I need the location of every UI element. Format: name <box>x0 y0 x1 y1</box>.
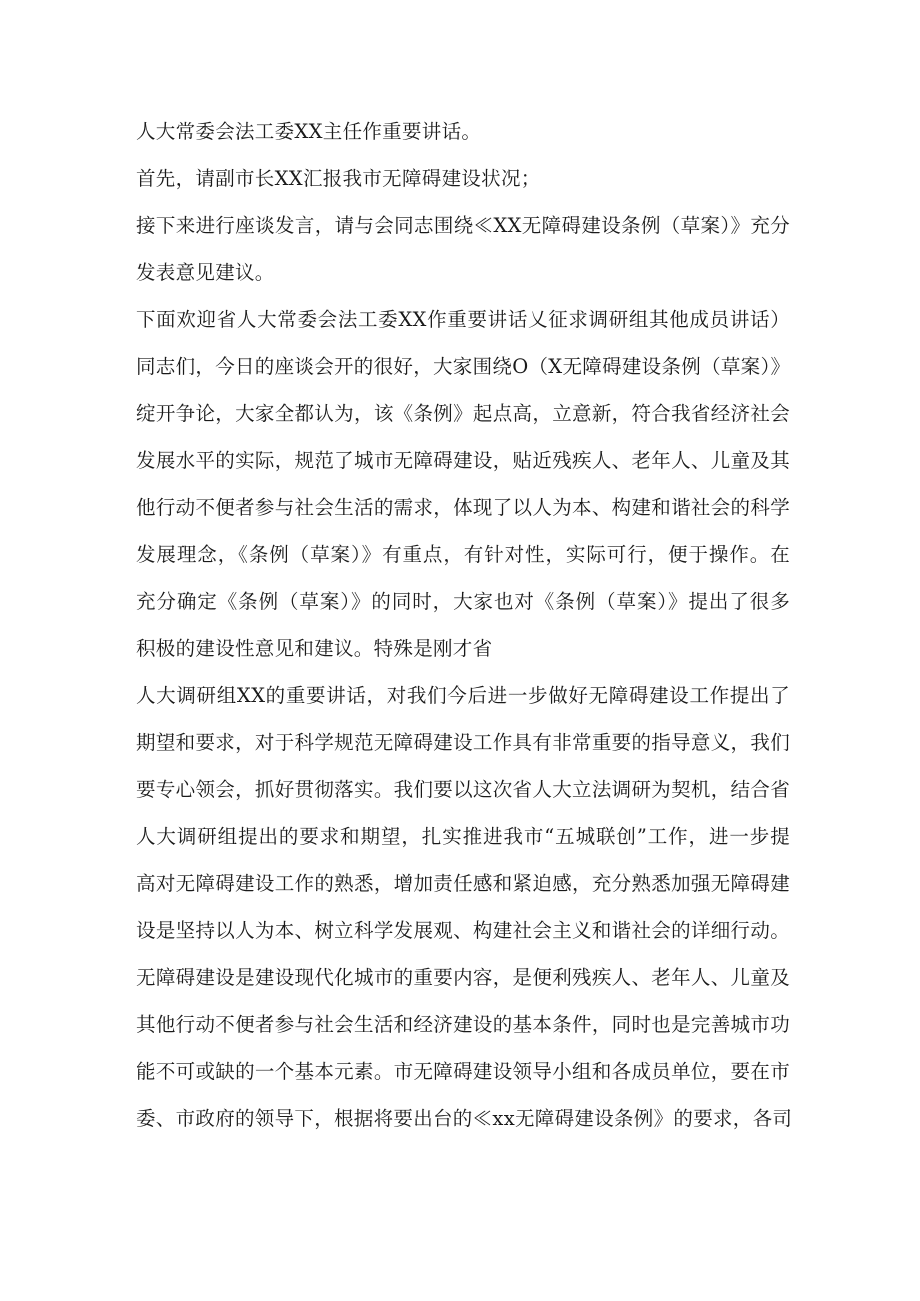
text-line-14: 期望和要求，对于科学规范无障碍建设工作具有非常重要的指导意义，我们 <box>136 731 790 754</box>
text-line-19: 无障碍建设是建设现代化城市的重要内容，是便利残疾人、老年人、儿童及 <box>136 966 790 989</box>
text-line-1: 人大常委会法工委XX主任作重要讲话。 <box>136 120 482 143</box>
text-line-3: 接下来进行座谈发言，请与会同志围绕≪XX无障碍建设条例（草案）》充分 <box>136 214 790 237</box>
text-line-13: 人大调研组XX的重要讲话，对我们今后进一步做好无障碍建设工作提出了 <box>136 684 790 707</box>
text-line-22: 委、市政府的领导下，根据将要出台的≪xx无障碍建设条例》的要求，各司 <box>136 1107 793 1130</box>
text-line-5: 下面欢迎省人大常委会法工委XX作重要讲话乂征求调研组其他成员讲话） <box>136 308 790 331</box>
text-line-21: 能不可或缺的一个基本元素。市无障碍建设领导小组和各成员单位，要在市 <box>136 1060 790 1083</box>
text-line-6: 同志们，今日的座谈会开的很好，大家围绕O（X无障碍建设条例（草案）》 <box>136 355 791 378</box>
text-line-15: 要专心领会，抓好贯彻落实。我们要以这次省人大立法调研为契机，结合省 <box>136 778 790 801</box>
text-line-12: 积极的建设性意见和建议。特殊是刚才省 <box>136 637 493 660</box>
text-line-7: 绽开争论，大家全都认为，该《条例》起点高，立意新，符合我省经济社会 <box>136 402 790 425</box>
text-line-16: 人大调研组提出的要求和期望，扎实推进我市“五城联创”工作，进一步提 <box>136 825 790 848</box>
text-line-4: 发表意见建议。 <box>136 261 275 284</box>
text-line-10: 发展理念，《条例（草案）》有重点，有针对性，实际可行，便于操作。在 <box>136 543 790 566</box>
text-line-18: 设是坚持以人为本、树立科学发展观、构建社会主义和谐社会的详细行动。 <box>136 919 790 942</box>
document-body <box>136 108 793 1142</box>
text-line-9: 他行动不便者参与社会生活的需求，体现了以人为本、构建和谐社会的科学 <box>136 496 790 519</box>
text-line-11: 充分确定《条例（草案）》的同时，大家也对《条例（草案）》提出了很多 <box>136 590 790 613</box>
text-line-17: 高对无障碍建设工作的熟悉，增加责任感和紧迫感，充分熟悉加强无障碍建 <box>136 872 790 895</box>
text-line-20: 其他行动不便者参与社会生活和经济建设的基本条件，同时也是完善城市功 <box>136 1013 790 1036</box>
text-line-8: 发展水平的实际，规范了城市无障碍建设，贴近残疾人、老年人、儿童及其 <box>136 449 790 472</box>
text-line-2: 首先，请副市长XX汇报我市无障碍建设状况； <box>136 167 541 190</box>
